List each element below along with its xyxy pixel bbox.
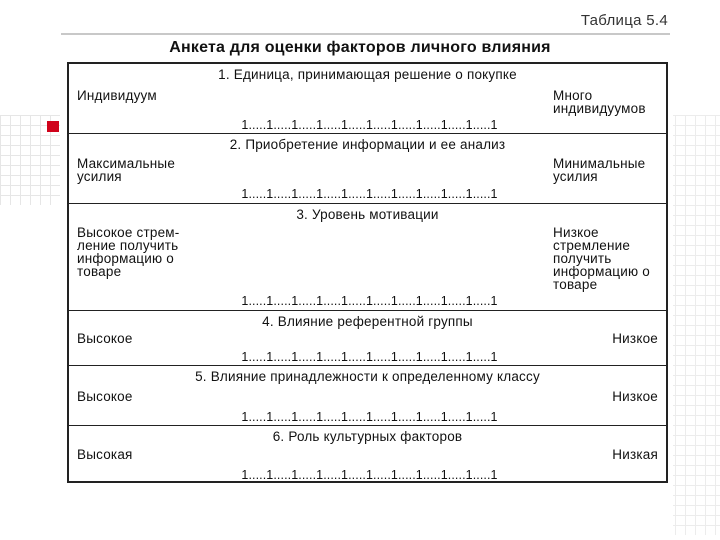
rating-scale: 1.....1.....1.....1.....1.....1.....1.....1.....1.....1.....1 <box>241 350 498 364</box>
right-pole-label: Низкое <box>612 389 658 404</box>
right-pole-label: Много индивидуумов <box>553 88 646 116</box>
page-title: Анкета для оценки факторов личного влияния <box>169 39 551 56</box>
section-title: 3. Уровень мотивации <box>296 207 439 222</box>
scan-edge-shadow <box>61 33 670 35</box>
section-cultural-factors <box>69 426 666 481</box>
section-title: 5. Влияние принадлежности к определенному классу <box>195 369 540 384</box>
left-pole-label: Индивидуум <box>77 88 157 103</box>
slide-bullet-marker <box>47 121 59 132</box>
section-title: 6. Роль культурных факторов <box>272 429 463 444</box>
rating-scale: 1.....1.....1.....1.....1.....1.....1.....1.....1.....1.....1 <box>241 187 498 201</box>
section-class-membership <box>69 366 666 426</box>
questionnaire-form <box>67 62 668 483</box>
left-pole-label: Максимальные усилия <box>77 156 176 184</box>
section-title: 1. Единица, принимающая решение о покупке <box>218 67 517 82</box>
left-pole-label: Высокая <box>77 447 133 462</box>
left-pole-label: Высокое стрем-ление получить информацию о товаре <box>77 225 180 279</box>
rating-scale: 1.....1.....1.....1.....1.....1.....1.....1.....1.....1.....1 <box>241 468 498 482</box>
right-pole-label: Низкое стремление получить информацию о товаре <box>553 225 650 292</box>
section-motivation-level <box>69 204 666 311</box>
section-reference-group <box>69 311 666 366</box>
left-pole-label: Высокое <box>77 389 133 404</box>
section-title: 2. Приобретение информации и ее анализ <box>229 137 506 152</box>
slide-decoration-grid-right <box>665 115 720 535</box>
rating-scale: 1.....1.....1.....1.....1.....1.....1.....1.....1.....1.....1 <box>241 410 498 424</box>
section-title: 4. Влияние референтной группы <box>262 314 473 329</box>
left-pole-label: Высокое <box>77 331 133 346</box>
section-decision-unit <box>69 64 666 134</box>
rating-scale: 1.....1.....1.....1.....1.....1.....1.....1.....1.....1.....1 <box>241 294 498 308</box>
right-pole-label: Низкое <box>612 331 658 346</box>
right-pole-label: Минимальные усилия <box>553 156 646 184</box>
right-pole-label: Низкая <box>612 447 658 462</box>
table-caption: Таблица 5.4 <box>580 12 668 29</box>
section-information-acquisition <box>69 134 666 204</box>
rating-scale: 1.....1.....1.....1.....1.....1.....1.....1.....1.....1.....1 <box>241 118 498 132</box>
